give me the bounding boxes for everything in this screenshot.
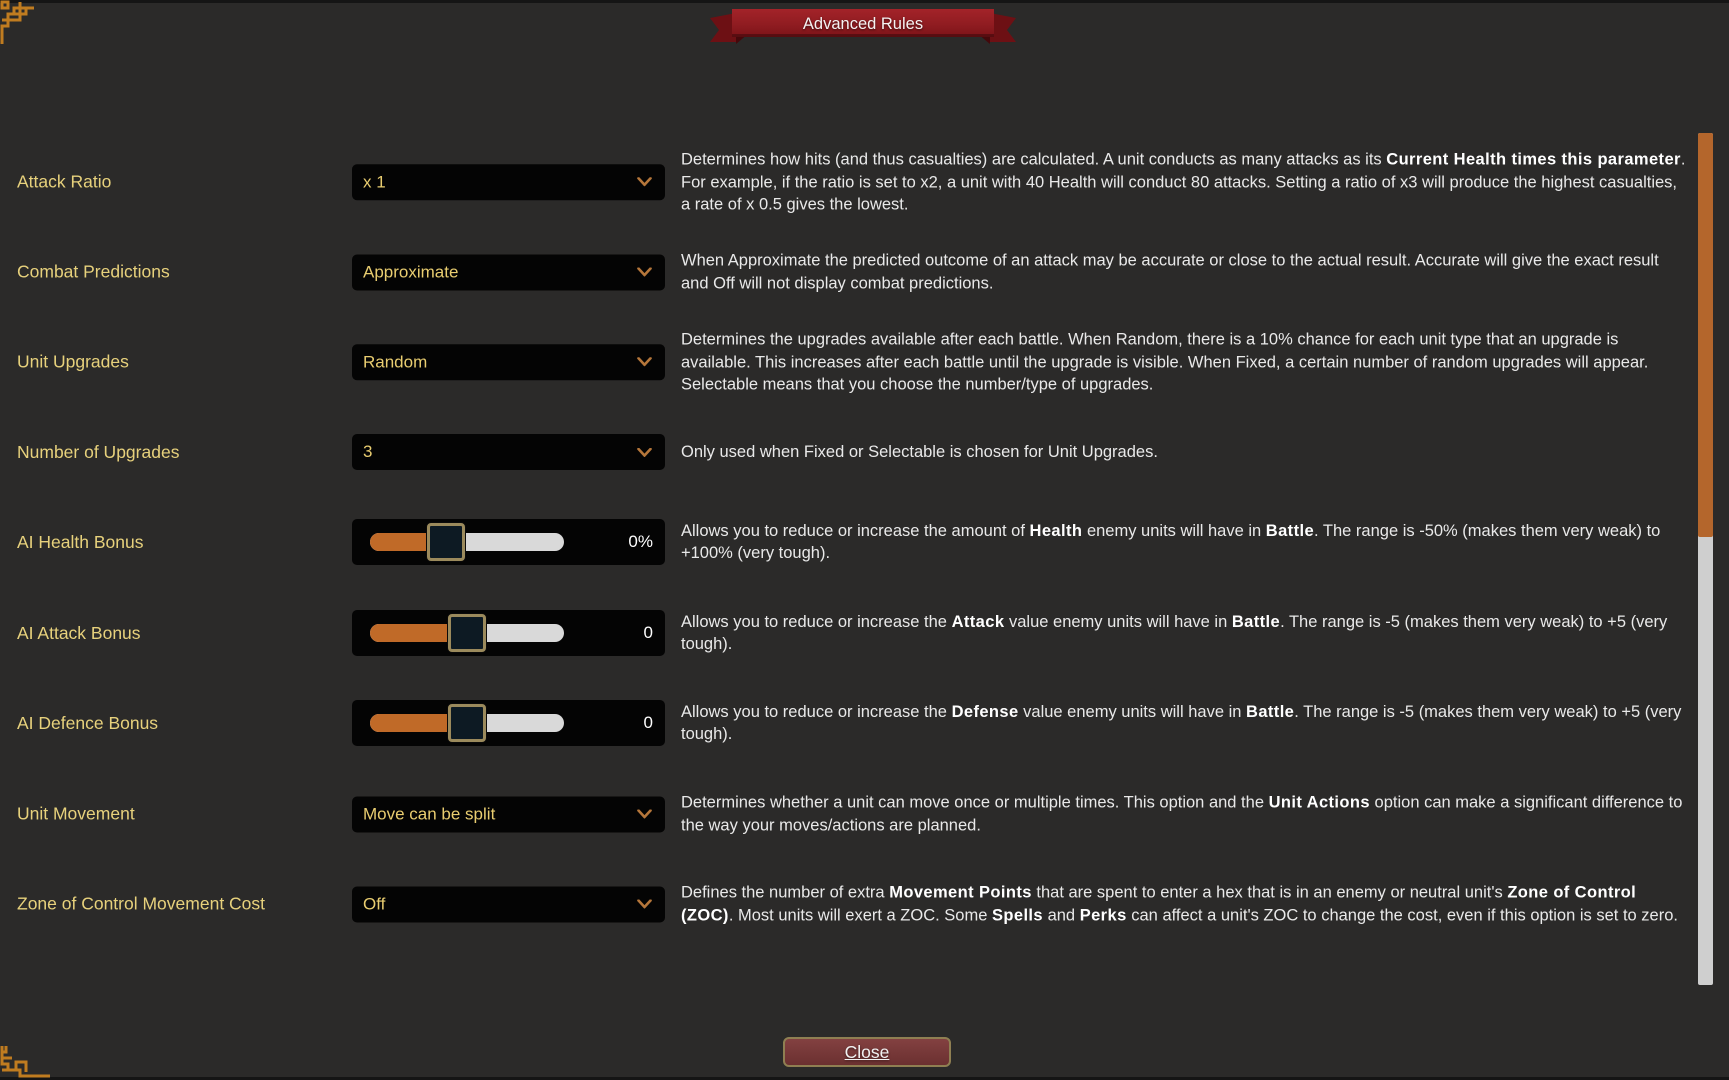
slider-thumb[interactable] (448, 614, 486, 652)
dropdown-value: Off (363, 894, 386, 913)
scrollbar-thumb[interactable] (1698, 133, 1713, 537)
ai-health-bonus-slider[interactable] (352, 519, 665, 565)
settings-row (0, 700, 1729, 746)
dropdown-value: Approximate (363, 262, 459, 281)
ai-defence-bonus-label: AI Defence Bonus (17, 712, 159, 733)
chevron-down-icon (637, 448, 652, 457)
combat-predictions-label: Combat Predictions (17, 261, 170, 282)
ai-attack-bonus-label: AI Attack Bonus (17, 622, 141, 643)
attack-ratio-description: Determines how hits (and thus casualties) are calculated. A unit conducts as many attacks as its Current Health times this parameter. For example, if the ratio is set to x2, a unit with 40 Health will conduct 80 attacks. Setting a ratio of x3 will produce the highest casualties, a rate of x 0.5 gives the lowest. (681, 150, 1686, 214)
ai-defence-bonus-slider[interactable] (352, 700, 665, 746)
close-button[interactable]: Close (783, 1037, 951, 1067)
top-border (0, 0, 1729, 3)
unit-upgrades-description: Determines the upgrades available after each battle. When Random, there is a 10% chance for each unit type that an upgrade is available. This increases after each battle until the upgrade is visible. When Fixed, a certain number of random upgrades will appear. Selectable means that you choose the number/type of upgrades. (681, 330, 1649, 394)
slider-track[interactable] (370, 624, 564, 642)
combat-predictions-dropdown[interactable] (352, 254, 665, 290)
corner-ornament-icon (0, 0, 40, 46)
corner-ornament-icon (0, 1044, 52, 1078)
ai-defence-bonus-description: Allows you to reduce or increase the Defense value enemy units will have in Battle. The range is -5 (makes them very weak) to +5 (very tough). (681, 702, 1682, 743)
settings-row (0, 250, 1729, 295)
chevron-down-icon (637, 178, 652, 187)
settings-row (0, 434, 1729, 470)
unit-movement-label: Unit Movement (17, 803, 135, 824)
chevron-down-icon (637, 810, 652, 819)
number-of-upgrades-label: Number of Upgrades (17, 441, 180, 462)
ai-attack-bonus-slider[interactable] (352, 610, 665, 656)
zone-of-control-movement-cost-label: Zone of Control Movement Cost (17, 893, 266, 914)
unit-upgrades-label: Unit Upgrades (17, 351, 129, 372)
slider-thumb[interactable] (427, 523, 465, 561)
combat-predictions-description: When Approximate the predicted outcome of an attack may be accurate or close to the actual result. Accurate will give the exact result and Off will not display combat predictions. (681, 251, 1659, 292)
slider-track[interactable] (370, 533, 564, 551)
unit-movement-description: Determines whether a unit can move once or multiple times. This option and the Unit Actions option can make a significant difference to the way your moves/actions are planned. (681, 793, 1683, 834)
number-of-upgrades-description: Only used when Fixed or Selectable is chosen for Unit Upgrades. (681, 442, 1158, 461)
title-ribbon (710, 6, 1016, 46)
chevron-down-icon (637, 900, 652, 909)
unit-upgrades-dropdown[interactable] (352, 344, 665, 380)
dropdown-value: x 1 (363, 172, 386, 191)
slider-value: 0 (643, 713, 653, 732)
chevron-down-icon (637, 358, 652, 367)
dropdown-value: Random (363, 352, 428, 371)
settings-row (0, 519, 1729, 565)
slider-value: 0% (628, 532, 653, 551)
slider-track[interactable] (370, 714, 564, 732)
attack-ratio-dropdown[interactable] (352, 164, 665, 200)
zone-of-control-movement-cost-dropdown[interactable] (352, 886, 665, 922)
chevron-down-icon (637, 268, 652, 277)
ai-health-bonus-label: AI Health Bonus (17, 531, 144, 552)
slider-value: 0 (643, 623, 653, 642)
attack-ratio-label: Attack Ratio (17, 171, 112, 192)
settings-row (0, 610, 1729, 656)
settings-row (0, 882, 1729, 927)
dropdown-value: 3 (363, 442, 373, 461)
slider-thumb[interactable] (448, 704, 486, 742)
dropdown-value: Move can be split (363, 804, 496, 823)
scrollbar-track[interactable] (1698, 133, 1713, 985)
ai-attack-bonus-description: Allows you to reduce or increase the Attack value enemy units will have in Battle. The range is -5 (makes them very weak) to +5 (very tough). (681, 612, 1668, 653)
unit-movement-dropdown[interactable] (352, 796, 665, 832)
settings-row (0, 792, 1729, 837)
page-title: Advanced Rules (802, 15, 924, 33)
ai-health-bonus-description: Allows you to reduce or increase the amount of Health enemy units will have in Battle. The range is -50% (makes them very weak) to +100% (very tough). (681, 521, 1661, 562)
settings-row (0, 148, 1729, 216)
number-of-upgrades-dropdown[interactable] (352, 434, 665, 470)
settings-row (0, 328, 1729, 396)
zone-of-control-movement-cost-description: Defines the number of extra Movement Points that are spent to enter a hex that is in an enemy or neutral unit's Zone of Control (ZOC). Most units will exert a ZOC. Some Spells and Perks can affect a unit's ZOC to change the cost, even if this option is set to zero. (681, 883, 1678, 924)
